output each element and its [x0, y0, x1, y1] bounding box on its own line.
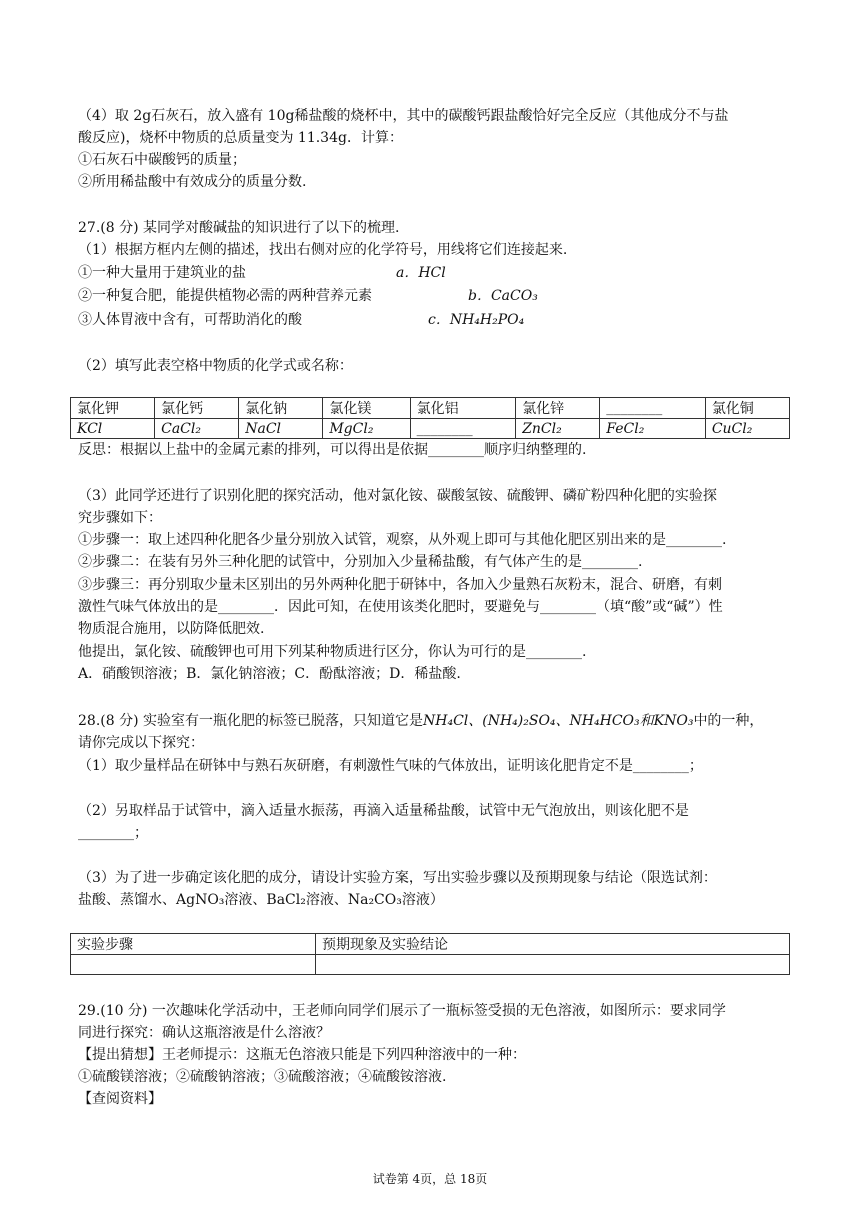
q29-consult: 【查阅资料】 — [78, 1091, 162, 1107]
q27-extra: 他提出，氯化铵、硫酸钾也可用下列某种物质进行区分，你认为可行的是________. — [78, 644, 587, 660]
q28-part3-line2: 盐酸、蒸馏水、AgNO₃溶液、BaCl₂溶液、Na₂CO₃溶液） — [78, 892, 444, 908]
q29-options: ①硫酸镁溶液；②硫酸钠溶液；③硫酸溶液；④硫酸铵溶液. — [78, 1069, 447, 1085]
q27-step3-line3: 物质混合施用，以防降低肥效. — [78, 621, 265, 637]
table-cell[interactable] — [316, 955, 790, 975]
q28-part1: （1）取少量样品在研钵中与熟石灰研磨，有刺激性气味的气体放出，证明该化肥肯定不是________； — [78, 758, 703, 774]
q28-heading-text: 28.(8 分) 实验室有一瓶化肥的标签已脱落，只知道它是 — [78, 713, 423, 729]
q28-part2-line1: （2）另取样品于试管中，滴入适量水振荡，再滴入适量稀盐酸，试管中无气泡放出，则该化肥不是 — [78, 803, 689, 819]
experiment-table — [70, 933, 790, 975]
table-row — [71, 934, 790, 955]
q27-step1: ①步骤一：取上述四种化肥各少量分别放入试管，观察，从外观上即可与其他化肥区别出来的是________. — [78, 532, 727, 548]
table-row — [71, 398, 790, 419]
table-cell[interactable] — [71, 955, 316, 975]
q26-4-sub2: ②所用稀盐酸中有效成分的质量分数. — [78, 174, 307, 190]
q28-part2-line2: ________； — [78, 825, 148, 841]
q27-part2: （2）填写此表空格中物质的化学式或名称： — [78, 358, 353, 374]
table-cell[interactable]: ________ — [600, 398, 706, 419]
salt-table — [70, 397, 790, 439]
q27-match-left-1: ①一种大量用于建筑业的盐 — [78, 265, 246, 281]
q27-match-left-3: ③人体胃液中含有，可帮助消化的酸 — [78, 312, 302, 328]
table-cell: CuCl₂ — [705, 419, 789, 439]
q27-part3-line2: 究步骤如下： — [78, 510, 162, 526]
q27-part1: （1）根据方框内左侧的描述，找出右侧对应的化学符号，用线将它们连接起来. — [78, 242, 568, 258]
q29-line2: 同进行探究：确认这瓶溶液是什么溶液？ — [78, 1025, 330, 1041]
table-cell: KCl — [71, 419, 155, 439]
table-cell: ZnCl₂ — [516, 419, 600, 439]
q26-4-line2: 酸反应)，烧杯中物质的总质量变为 11.34g．计算： — [78, 130, 403, 146]
q27-options: A．硝酸钡溶液；B．氯化钠溶液；C．酚酞溶液；D．稀盐酸. — [78, 666, 461, 682]
q28-intro: 请你完成以下探究： — [78, 735, 204, 751]
table-cell: MgCl₂ — [323, 419, 410, 439]
q26-4-line1: （4）取 2g石灰石，放入盛有 10g稀盐酸的烧杯中，其中的碳酸钙跟盐酸恰好完全反应（其他成分不与盐 — [78, 108, 729, 124]
q29-guess: 【提出猜想】王老师提示：这瓶无色溶液只能是下列四种溶液中的一种： — [78, 1047, 526, 1063]
q27-reflection: 反思：根据以上盐中的金属元素的排列，可以得出是依据________顺序归纳整理的. — [78, 442, 587, 458]
table-cell: 氯化锌 — [516, 398, 600, 419]
table-row — [71, 419, 790, 439]
table-header: 实验步骤 — [71, 934, 316, 955]
table-cell: CaCl₂ — [155, 419, 239, 439]
table-cell: 氯化钾 — [71, 398, 155, 419]
table-row — [71, 955, 790, 975]
q28-part3-line1: （3）为了进一步确定该化肥的成分，请设计实验方案，写出实验步骤以及预期现象与结论（限选试剂： — [78, 870, 717, 886]
q27-match-left-2: ②一种复合肥，能提供植物必需的两种营养元素 — [78, 288, 372, 304]
q27-part3-line1: （3）此同学还进行了识别化肥的探究活动，他对氯化铵、碳酸氢铵、硫酸钾、磷矿粉四种化肥的实验探 — [78, 488, 717, 504]
q27-match-right-a: a．HCl — [396, 265, 446, 281]
q28-heading — [78, 711, 763, 731]
q28-heading-end: 中的一种， — [693, 713, 764, 729]
table-cell[interactable]: ________ — [410, 419, 516, 439]
q29-line1: 29.(10 分) 一次趣味化学活动中，王老师向同学们展示了一瓶标签受损的无色溶液，如图所示：要求同学 — [78, 1003, 726, 1019]
q27-step3-line2: 激性气味气体放出的是________．因此可知，在使用该类化肥时，要避免与________（填“酸”或“碱”）性 — [78, 599, 723, 615]
table-cell: NaCl — [239, 419, 323, 439]
page-footer: 试卷第 4页，总 18页 — [372, 1172, 488, 1186]
table-cell: 氯化钙 — [155, 398, 239, 419]
q27-match-right-b: b．CaCO₃ — [468, 288, 538, 304]
q27-step3-line1: ③步骤三：再分别取少量未区别出的另外两种化肥于研钵中，各加入少量熟石灰粉末，混合、研磨，有刺 — [78, 577, 722, 593]
table-cell: 氯化钠 — [239, 398, 323, 419]
table-header: 预期现象及实验结论 — [316, 934, 790, 955]
table-cell: FeCl₂ — [600, 419, 706, 439]
table-cell: 氯化铝 — [410, 398, 516, 419]
q28-formula-list: NH₄Cl、(NH₄)₂SO₄、NH₄HCO₃和KNO₃ — [423, 713, 694, 729]
table-cell: 氯化铜 — [705, 398, 789, 419]
q27-step2: ②步骤二：在装有另外三种化肥的试管中，分别加入少量稀盐酸，有气体产生的是________. — [78, 554, 643, 570]
q26-4-sub1: ①石灰石中碳酸钙的质量； — [78, 152, 246, 168]
table-cell: 氯化镁 — [323, 398, 410, 419]
q27-match-right-c: c．NH₄H₂PO₄ — [428, 312, 525, 328]
q27-heading: 27.(8 分) 某同学对酸碱盐的知识进行了以下的梳理. — [78, 220, 400, 236]
